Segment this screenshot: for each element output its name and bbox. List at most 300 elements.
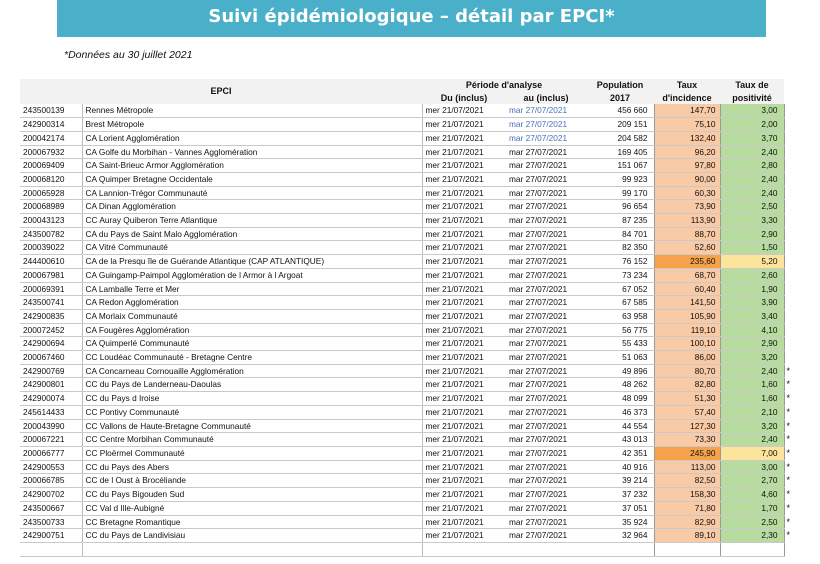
epci-name: CA Fougères Agglomération — [82, 323, 422, 337]
header-epci: EPCI — [20, 79, 422, 104]
epci-code: 242900553 — [20, 460, 82, 474]
table-row — [20, 282, 798, 296]
table-row — [20, 529, 798, 543]
positivity-rate: 1,70 — [720, 501, 784, 515]
positivity-rate: 2,40 — [720, 433, 784, 447]
date-from: mer 21/07/2021 — [422, 118, 506, 132]
population: 63 958 — [586, 309, 654, 323]
incidence-rate: 245,90 — [654, 446, 720, 460]
epci-code: 242900694 — [20, 337, 82, 351]
incidence-rate — [654, 542, 720, 556]
population: 67 052 — [586, 282, 654, 296]
epci-table — [20, 79, 798, 557]
table-row — [20, 214, 798, 228]
table-row — [20, 255, 798, 269]
epci-name: CA Guingamp-Paimpol Agglomération de l Armor à l Argoat — [82, 268, 422, 282]
epci-code: 200039022 — [20, 241, 82, 255]
epci-name: CA Quimper Bretagne Occidentale — [82, 172, 422, 186]
incidence-rate: 105,90 — [654, 309, 720, 323]
positivity-rate: 3,70 — [720, 131, 784, 145]
incidence-rate: 90,00 — [654, 172, 720, 186]
date-from: mer 21/07/2021 — [422, 104, 506, 117]
epci-name: CC du Pays Bigouden Sud — [82, 488, 422, 502]
footnote-marker: * — [786, 434, 791, 445]
incidence-rate: 80,70 — [654, 364, 720, 378]
date-to: mar 27/07/2021 — [506, 172, 586, 186]
date-from: mer 21/07/2021 — [422, 159, 506, 173]
date-to: mar 27/07/2021 — [506, 460, 586, 474]
footnote-marker — [784, 282, 798, 296]
population: 456 660 — [586, 104, 654, 117]
epci-code: 244400610 — [20, 255, 82, 269]
header-positivite: Taux de — [720, 79, 784, 92]
epci-code: 200043123 — [20, 214, 82, 228]
footnote-marker — [784, 227, 798, 241]
table-row — [20, 364, 798, 378]
incidence-rate: 100,10 — [654, 337, 720, 351]
date-to: mar 27/07/2021 — [506, 501, 586, 515]
epci-code: 242900314 — [20, 118, 82, 132]
table-row — [20, 419, 798, 433]
footnote-marker — [784, 104, 798, 117]
epci-name: CC Vallons de Haute-Bretagne Communauté — [82, 419, 422, 433]
epci-code: 200068120 — [20, 172, 82, 186]
footnote-marker — [784, 268, 798, 282]
epci-name — [82, 542, 422, 556]
incidence-rate: 89,10 — [654, 529, 720, 543]
epci-name: CA Quimperlé Communauté — [82, 337, 422, 351]
date-to: mar 27/07/2021 — [506, 474, 586, 488]
footnote-marker — [784, 159, 798, 173]
epci-name: CA Lannion-Trégor Communauté — [82, 186, 422, 200]
date-to: mar 27/07/2021 — [506, 419, 586, 433]
footnote-marker: * — [786, 516, 791, 527]
date-to: mar 27/07/2021 — [506, 255, 586, 269]
table-row — [20, 337, 798, 351]
date-from: mer 21/07/2021 — [422, 351, 506, 365]
date-from: mer 21/07/2021 — [422, 323, 506, 337]
epci-name: CC Centre Morbihan Communauté — [82, 433, 422, 447]
positivity-rate: 3,00 — [720, 460, 784, 474]
date-to: mar 27/07/2021 — [506, 515, 586, 529]
incidence-rate: 82,50 — [654, 474, 720, 488]
date-from: mer 21/07/2021 — [422, 364, 506, 378]
epci-code: 200067221 — [20, 433, 82, 447]
header-au: au (inclus) — [506, 92, 586, 105]
date-to: mar 27/07/2021 — [506, 364, 586, 378]
date-to: mar 27/07/2021 — [506, 309, 586, 323]
footnote-marker — [784, 131, 798, 145]
population: 99 923 — [586, 172, 654, 186]
date-from: mer 21/07/2021 — [422, 131, 506, 145]
footnote-marker: * — [786, 475, 791, 486]
footnote-marker — [784, 186, 798, 200]
footnote-marker: * — [786, 502, 791, 513]
table-row — [20, 200, 798, 214]
incidence-rate: 235,60 — [654, 255, 720, 269]
date-to: mar 27/07/2021 — [506, 214, 586, 228]
date-to: mar 27/07/2021 — [506, 145, 586, 159]
epci-code: 243500782 — [20, 227, 82, 241]
epci-name: CC du Pays des Abers — [82, 460, 422, 474]
footnote-marker: * — [786, 420, 791, 431]
footnote-marker: * — [786, 530, 791, 541]
incidence-rate: 57,40 — [654, 405, 720, 419]
epci-code: 200042174 — [20, 131, 82, 145]
footnote-marker: * — [786, 461, 791, 472]
positivity-rate: 2,50 — [720, 515, 784, 529]
epci-name: CA Vitré Communauté — [82, 241, 422, 255]
header-population-year: 2017 — [586, 92, 654, 105]
date-to: mar 27/07/2021 — [506, 241, 586, 255]
positivity-rate: 1,60 — [720, 392, 784, 406]
date-from: mer 21/07/2021 — [422, 488, 506, 502]
date-from: mer 21/07/2021 — [422, 241, 506, 255]
population: 37 232 — [586, 488, 654, 502]
date-from: mer 21/07/2021 — [422, 460, 506, 474]
epci-name: CC Bretagne Romantique — [82, 515, 422, 529]
table-row — [20, 241, 798, 255]
table-row — [20, 351, 798, 365]
footnote-marker — [784, 296, 798, 310]
date-from: mer 21/07/2021 — [422, 296, 506, 310]
date-from: mer 21/07/2021 — [422, 145, 506, 159]
positivity-rate: 3,00 — [720, 104, 784, 117]
date-from: mer 21/07/2021 — [422, 515, 506, 529]
epci-name: Rennes Métropole — [82, 104, 422, 117]
epci-code: 200069409 — [20, 159, 82, 173]
population: 151 067 — [586, 159, 654, 173]
epci-code: 243500733 — [20, 515, 82, 529]
epci-name: CC Loudéac Communauté - Bretagne Centre — [82, 351, 422, 365]
population: 99 170 — [586, 186, 654, 200]
epci-code: 243500741 — [20, 296, 82, 310]
epci-name: CC Val d Ille-Aubigné — [82, 501, 422, 515]
epci-code: 242900074 — [20, 392, 82, 406]
population: 84 701 — [586, 227, 654, 241]
incidence-rate: 71,80 — [654, 501, 720, 515]
incidence-rate: 52,60 — [654, 241, 720, 255]
incidence-rate: 127,30 — [654, 419, 720, 433]
date-to — [506, 542, 586, 556]
population: 96 654 — [586, 200, 654, 214]
incidence-rate: 132,40 — [654, 131, 720, 145]
table-row — [20, 405, 798, 419]
date-to: mar 27/07/2021 — [506, 227, 586, 241]
epci-name: CC du Pays de Landerneau-Daoulas — [82, 378, 422, 392]
date-from: mer 21/07/2021 — [422, 214, 506, 228]
incidence-rate: 119,10 — [654, 323, 720, 337]
date-from: mer 21/07/2021 — [422, 337, 506, 351]
epci-name: CA Morlaix Communauté — [82, 309, 422, 323]
epci-name: CA de la Presqu île de Guérande Atlantique (CAP ATLANTIQUE) — [82, 255, 422, 269]
date-from: mer 21/07/2021 — [422, 378, 506, 392]
header-incidence-sub: d'incidence — [654, 92, 720, 105]
table-row — [20, 474, 798, 488]
data-date-note: *Données au 30 juillet 2021 — [64, 49, 193, 61]
epci-name: CC Pontivy Communauté — [82, 405, 422, 419]
footnote-marker — [784, 351, 798, 365]
epci-name: CA Concarneau Cornouaille Agglomération — [82, 364, 422, 378]
positivity-rate: 2,70 — [720, 474, 784, 488]
footnote-marker: * — [786, 447, 791, 458]
date-to: mar 27/07/2021 — [506, 186, 586, 200]
incidence-rate: 60,30 — [654, 186, 720, 200]
population: 43 013 — [586, 433, 654, 447]
incidence-rate: 73,30 — [654, 433, 720, 447]
epci-name: CC Ploërmel Communauté — [82, 446, 422, 460]
table-row — [20, 145, 798, 159]
date-from: mer 21/07/2021 — [422, 446, 506, 460]
positivity-rate: 1,60 — [720, 378, 784, 392]
footnote-marker: * — [786, 365, 791, 376]
title-banner — [57, 0, 766, 37]
header-population: Population — [586, 79, 654, 92]
date-to: mar 27/07/2021 — [506, 392, 586, 406]
date-from: mer 21/07/2021 — [422, 405, 506, 419]
population: 48 262 — [586, 378, 654, 392]
table-row — [20, 515, 798, 529]
date-to: mar 27/07/2021 — [506, 446, 586, 460]
population: 76 152 — [586, 255, 654, 269]
incidence-rate: 113,00 — [654, 460, 720, 474]
positivity-rate: 2,90 — [720, 337, 784, 351]
date-to: mar 27/07/2021 — [506, 529, 586, 543]
table-row — [20, 392, 798, 406]
header-incidence: Taux — [654, 79, 720, 92]
table-row — [20, 542, 798, 556]
epci-name: CC du Pays de Landivisiau — [82, 529, 422, 543]
table-row — [20, 323, 798, 337]
epci-code: 200043990 — [20, 419, 82, 433]
incidence-rate: 68,70 — [654, 268, 720, 282]
table-row — [20, 172, 798, 186]
date-from: mer 21/07/2021 — [422, 392, 506, 406]
positivity-rate: 3,20 — [720, 351, 784, 365]
footnote-marker — [784, 542, 798, 556]
date-to: mar 27/07/2021 — [506, 337, 586, 351]
incidence-rate: 75,10 — [654, 118, 720, 132]
date-to: mar 27/07/2021 — [506, 131, 586, 145]
footnote-marker — [784, 214, 798, 228]
epci-code: 200067460 — [20, 351, 82, 365]
epci-name: CC Auray Quiberon Terre Atlantique — [82, 214, 422, 228]
epci-code: 200067932 — [20, 145, 82, 159]
table-row — [20, 296, 798, 310]
positivity-rate: 2,00 — [720, 118, 784, 132]
incidence-rate: 141,50 — [654, 296, 720, 310]
footnote-marker — [784, 323, 798, 337]
epci-code: 200072452 — [20, 323, 82, 337]
date-to: mar 27/07/2021 — [506, 405, 586, 419]
footnote-marker: * — [786, 406, 791, 417]
footnote-marker — [784, 337, 798, 351]
positivity-rate: 3,30 — [720, 214, 784, 228]
date-from: mer 21/07/2021 — [422, 268, 506, 282]
population: 40 916 — [586, 460, 654, 474]
population: 87 235 — [586, 214, 654, 228]
page-title: Suivi épidémiologique – détail par EPCI* — [208, 6, 615, 27]
population: 42 351 — [586, 446, 654, 460]
population: 209 151 — [586, 118, 654, 132]
population: 35 924 — [586, 515, 654, 529]
population: 51 063 — [586, 351, 654, 365]
population: 44 554 — [586, 419, 654, 433]
positivity-rate: 2,80 — [720, 159, 784, 173]
footnote-marker — [784, 255, 798, 269]
date-to: mar 27/07/2021 — [506, 200, 586, 214]
date-from: mer 21/07/2021 — [422, 474, 506, 488]
epci-name: CC de l Oust à Brocéliande — [82, 474, 422, 488]
date-from: mer 21/07/2021 — [422, 419, 506, 433]
date-to: mar 27/07/2021 — [506, 433, 586, 447]
epci-code: 243500667 — [20, 501, 82, 515]
incidence-rate: 147,70 — [654, 104, 720, 117]
table-row — [20, 501, 798, 515]
positivity-rate: 2,60 — [720, 268, 784, 282]
date-to: mar 27/07/2021 — [506, 118, 586, 132]
table-row — [20, 460, 798, 474]
incidence-rate: 88,70 — [654, 227, 720, 241]
footnote-marker: * — [786, 379, 791, 390]
positivity-rate: 2,40 — [720, 145, 784, 159]
positivity-rate: 2,30 — [720, 529, 784, 543]
date-from: mer 21/07/2021 — [422, 433, 506, 447]
date-to: mar 27/07/2021 — [506, 282, 586, 296]
table-row — [20, 446, 798, 460]
date-to: mar 27/07/2021 — [506, 159, 586, 173]
population: 204 582 — [586, 131, 654, 145]
population: 67 585 — [586, 296, 654, 310]
header-positivite-sub: positivité — [720, 92, 784, 105]
population: 39 214 — [586, 474, 654, 488]
population: 37 051 — [586, 501, 654, 515]
positivity-rate: 3,90 — [720, 296, 784, 310]
positivity-rate: 7,00 — [720, 446, 784, 460]
epci-code: 243500139 — [20, 104, 82, 117]
epci-code: 242900769 — [20, 364, 82, 378]
date-to: mar 27/07/2021 — [506, 268, 586, 282]
epci-code: 242900835 — [20, 309, 82, 323]
population: 49 896 — [586, 364, 654, 378]
table-body — [20, 104, 798, 556]
population: 169 405 — [586, 145, 654, 159]
table-row — [20, 118, 798, 132]
date-from — [422, 542, 506, 556]
epci-name: CA Saint-Brieuc Armor Agglomération — [82, 159, 422, 173]
positivity-rate: 4,10 — [720, 323, 784, 337]
date-to: mar 27/07/2021 — [506, 104, 586, 117]
footnote-marker — [784, 118, 798, 132]
incidence-rate: 96,20 — [654, 145, 720, 159]
table-row — [20, 159, 798, 173]
epci-code: 200065928 — [20, 186, 82, 200]
header-periode: Période d'analyse — [422, 79, 586, 92]
table-row — [20, 131, 798, 145]
footnote-marker — [784, 241, 798, 255]
table-row — [20, 104, 798, 117]
epci-code: 200068989 — [20, 200, 82, 214]
incidence-rate: 73,90 — [654, 200, 720, 214]
population — [586, 542, 654, 556]
epci-code: 200066777 — [20, 446, 82, 460]
positivity-rate: 2,50 — [720, 200, 784, 214]
date-to: mar 27/07/2021 — [506, 488, 586, 502]
positivity-rate: 3,20 — [720, 419, 784, 433]
positivity-rate: 2,40 — [720, 172, 784, 186]
footnote-marker — [784, 200, 798, 214]
table-row — [20, 186, 798, 200]
date-from: mer 21/07/2021 — [422, 282, 506, 296]
positivity-rate: 1,90 — [720, 282, 784, 296]
positivity-rate: 2,90 — [720, 227, 784, 241]
population: 32 964 — [586, 529, 654, 543]
footnote-marker: * — [786, 489, 791, 500]
table-row — [20, 488, 798, 502]
population: 73 234 — [586, 268, 654, 282]
epci-code: 242900702 — [20, 488, 82, 502]
epci-name: CA Lorient Agglomération — [82, 131, 422, 145]
epci-name: CA Redon Agglomération — [82, 296, 422, 310]
population: 55 433 — [586, 337, 654, 351]
population: 56 775 — [586, 323, 654, 337]
date-to: mar 27/07/2021 — [506, 323, 586, 337]
incidence-rate: 113,90 — [654, 214, 720, 228]
positivity-rate: 2,10 — [720, 405, 784, 419]
date-from: mer 21/07/2021 — [422, 501, 506, 515]
date-from: mer 21/07/2021 — [422, 529, 506, 543]
date-from: mer 21/07/2021 — [422, 309, 506, 323]
epci-code — [20, 542, 82, 556]
epci-name: CA du Pays de Saint Malo Agglomération — [82, 227, 422, 241]
table-row — [20, 309, 798, 323]
positivity-rate: 4,60 — [720, 488, 784, 502]
incidence-rate: 82,80 — [654, 378, 720, 392]
epci-name: Brest Métropole — [82, 118, 422, 132]
table-row — [20, 433, 798, 447]
epci-code: 200069391 — [20, 282, 82, 296]
header-du: Du (inclus) — [422, 92, 506, 105]
epci-name: CC du Pays d Iroise — [82, 392, 422, 406]
table-row — [20, 227, 798, 241]
footnote-marker — [784, 145, 798, 159]
date-from: mer 21/07/2021 — [422, 227, 506, 241]
date-to: mar 27/07/2021 — [506, 378, 586, 392]
date-from: mer 21/07/2021 — [422, 200, 506, 214]
epci-code: 200067981 — [20, 268, 82, 282]
date-from: mer 21/07/2021 — [422, 186, 506, 200]
table-row — [20, 378, 798, 392]
positivity-rate: 2,40 — [720, 364, 784, 378]
epci-code: 245614433 — [20, 405, 82, 419]
incidence-rate: 82,90 — [654, 515, 720, 529]
population: 48 099 — [586, 392, 654, 406]
footnote-marker — [784, 309, 798, 323]
positivity-rate: 5,20 — [720, 255, 784, 269]
footnote-marker: * — [786, 393, 791, 404]
date-from: mer 21/07/2021 — [422, 255, 506, 269]
footnote-marker — [784, 172, 798, 186]
epci-name: CA Dinan Agglomération — [82, 200, 422, 214]
date-from: mer 21/07/2021 — [422, 172, 506, 186]
incidence-rate: 97,80 — [654, 159, 720, 173]
positivity-rate: 3,40 — [720, 309, 784, 323]
incidence-rate: 51,30 — [654, 392, 720, 406]
epci-code: 200066785 — [20, 474, 82, 488]
epci-code: 242900751 — [20, 529, 82, 543]
incidence-rate: 60,40 — [654, 282, 720, 296]
incidence-rate: 86,00 — [654, 351, 720, 365]
